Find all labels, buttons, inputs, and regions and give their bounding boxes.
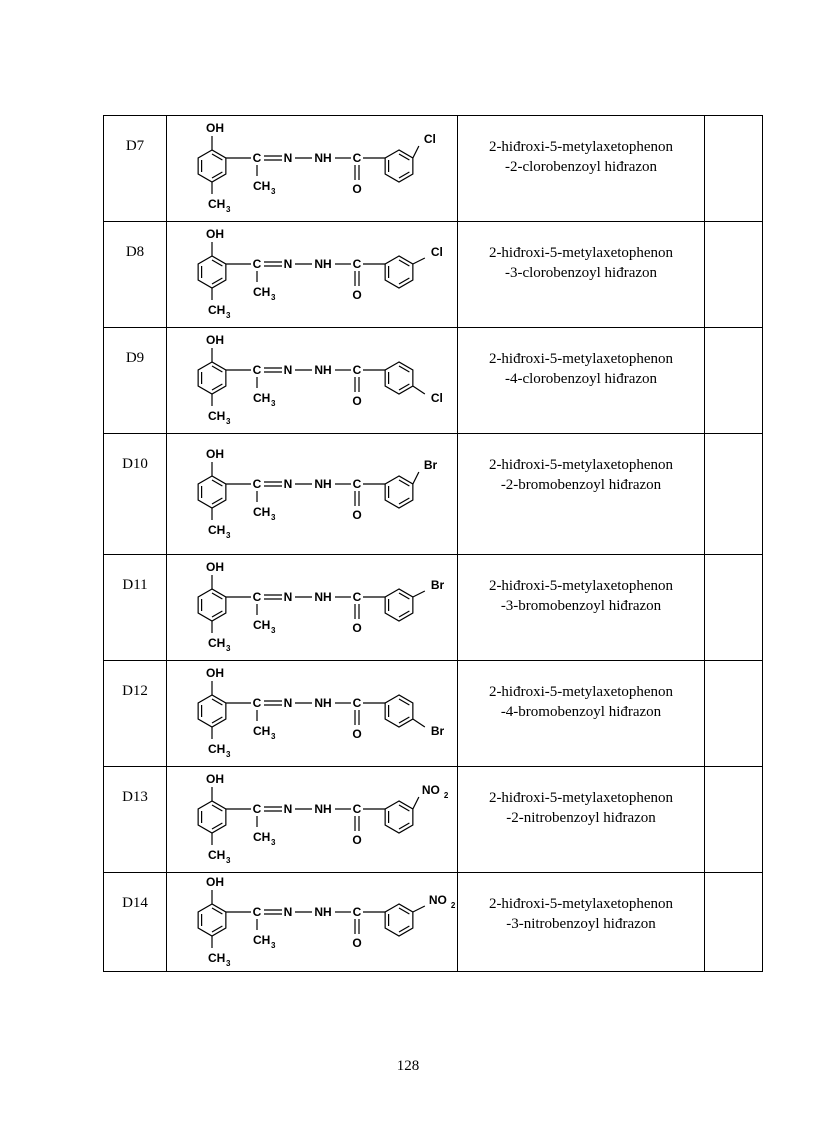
carbonyl-carbon-label: C — [352, 363, 362, 377]
compound-code: D8 — [104, 222, 167, 328]
table-row — [104, 222, 763, 328]
compound-name — [458, 116, 705, 222]
bromo-label: Br — [423, 458, 438, 472]
ring-methyl-label-subscript: 3 — [226, 644, 231, 653]
oxygen-label: O — [352, 727, 362, 741]
carbonyl-carbon-label: C — [352, 590, 362, 604]
compound-name-line2: -2-bromobenzoyl hiđrazon — [500, 477, 662, 493]
compound-code: D9 — [104, 328, 167, 434]
compound-name — [458, 873, 705, 972]
benzoyl-ring — [385, 150, 413, 182]
nitro-subscript: 2 — [450, 901, 456, 910]
chloro-label: Cl — [423, 132, 436, 146]
empty-cell — [705, 328, 763, 434]
nh-label: NH — [314, 590, 332, 604]
table-row — [104, 434, 763, 555]
ring-methyl-label-subscript: 3 — [226, 750, 231, 759]
compound-name-line1: 2-hiđroxi-5-metylaxetophenon — [488, 578, 674, 594]
chain-methyl-label: CH — [253, 933, 271, 947]
compound-name-line2: -3-bromobenzoyl hiđrazon — [500, 598, 662, 614]
ring-methyl-label-subscript: 3 — [226, 856, 231, 865]
compound-table — [103, 115, 763, 972]
compound-name — [458, 222, 705, 328]
phenol-ring — [198, 695, 226, 727]
oh-label: OH — [206, 560, 224, 574]
chain-methyl-label-subscript: 3 — [271, 293, 276, 302]
bromo-label: Br — [430, 724, 445, 738]
chain-methyl-label: CH — [253, 391, 271, 405]
structure-cell — [167, 434, 458, 555]
oxygen-label: O — [352, 288, 362, 302]
compound-code: D7 — [104, 116, 167, 222]
ring-methyl-label: CH — [208, 742, 226, 756]
phenol-ring — [198, 904, 226, 936]
oxygen-label: O — [352, 621, 362, 635]
ring-methyl-label-subscript: 3 — [226, 417, 231, 426]
imine-carbon-label: C — [252, 363, 262, 377]
nh-label: NH — [314, 905, 332, 919]
compound-name — [458, 661, 705, 767]
structure-cell — [167, 116, 458, 222]
nitrogen-label: N — [283, 802, 293, 816]
chain-methyl-label: CH — [253, 179, 271, 193]
chain-methyl-label-subscript: 3 — [271, 941, 276, 950]
oxygen-label: O — [352, 508, 362, 522]
table-row — [104, 328, 763, 434]
nh-label: NH — [314, 477, 332, 491]
oxygen-label: O — [352, 936, 362, 950]
chemical-structure — [167, 555, 457, 659]
oh-label: OH — [206, 875, 224, 889]
nitrogen-label: N — [283, 477, 293, 491]
substituent-bond — [413, 797, 419, 809]
compound-name — [458, 555, 705, 661]
empty-cell — [705, 222, 763, 328]
imine-carbon-label: C — [252, 151, 262, 165]
table-row — [104, 873, 763, 972]
oxygen-label: O — [352, 833, 362, 847]
nitrogen-label: N — [283, 696, 293, 710]
benzoyl-ring — [385, 695, 413, 727]
table-row — [104, 116, 763, 222]
imine-carbon-label: C — [252, 477, 262, 491]
oh-label: OH — [206, 447, 224, 461]
oxygen-label: O — [352, 182, 362, 196]
benzoyl-ring — [385, 589, 413, 621]
ring-methyl-label: CH — [208, 523, 226, 537]
chain-methyl-label: CH — [253, 505, 271, 519]
bromo-label: Br — [430, 578, 445, 592]
nitrogen-label: N — [283, 257, 293, 271]
table-row — [104, 767, 763, 873]
benzoyl-ring — [385, 904, 413, 936]
ring-methyl-label: CH — [208, 951, 226, 965]
phenol-ring — [198, 362, 226, 394]
substituent-bond — [413, 591, 425, 597]
chain-methyl-label: CH — [253, 830, 271, 844]
oh-label: OH — [206, 772, 224, 786]
oh-label: OH — [206, 121, 224, 135]
compound-name-line1: 2-hiđroxi-5-metylaxetophenon — [488, 245, 674, 261]
nitro-label: NO — [421, 783, 440, 797]
benzoyl-ring — [385, 256, 413, 288]
nh-label: NH — [314, 151, 332, 165]
nh-label: NH — [314, 802, 332, 816]
compound-name-line2: -3-clorobenzoyl hiđrazon — [504, 265, 658, 281]
chloro-label: Cl — [430, 391, 443, 405]
chain-methyl-label-subscript: 3 — [271, 513, 276, 522]
nh-label: NH — [314, 257, 332, 271]
chemical-structure — [167, 873, 457, 970]
oxygen-label: O — [352, 394, 362, 408]
compound-name-line2: -4-bromobenzoyl hiđrazon — [500, 704, 662, 720]
compound-name-line2: -2-nitrobenzoyl hiđrazon — [506, 810, 656, 826]
imine-carbon-label: C — [252, 696, 262, 710]
compound-code: D11 — [104, 555, 167, 661]
chemical-structure — [167, 661, 457, 765]
ring-methyl-label: CH — [208, 848, 226, 862]
phenol-ring — [198, 476, 226, 508]
compound-name — [458, 328, 705, 434]
structure-cell — [167, 873, 458, 972]
chemical-structure — [167, 434, 457, 553]
chain-methyl-label-subscript: 3 — [271, 187, 276, 196]
substituent-bond — [413, 906, 425, 912]
carbonyl-carbon-label: C — [352, 802, 362, 816]
compound-name — [458, 434, 705, 555]
structure-cell — [167, 222, 458, 328]
ring-methyl-label-subscript: 3 — [226, 205, 231, 214]
structure-cell — [167, 328, 458, 434]
ring-methyl-label-subscript: 3 — [226, 311, 231, 320]
chain-methyl-label-subscript: 3 — [271, 626, 276, 635]
imine-carbon-label: C — [252, 590, 262, 604]
benzoyl-ring — [385, 801, 413, 833]
compound-name — [458, 767, 705, 873]
compound-code: D14 — [104, 873, 167, 972]
phenol-ring — [198, 589, 226, 621]
imine-carbon-label: C — [252, 905, 262, 919]
oh-label: OH — [206, 666, 224, 680]
substituent-bond — [413, 719, 425, 727]
page-number: 128 — [396, 1058, 420, 1074]
compound-name-line1: 2-hiđroxi-5-metylaxetophenon — [488, 457, 674, 473]
empty-cell — [705, 116, 763, 222]
carbonyl-carbon-label: C — [352, 257, 362, 271]
substituent-bond — [413, 472, 419, 484]
empty-cell — [705, 434, 763, 555]
phenol-ring — [198, 256, 226, 288]
compound-code: D13 — [104, 767, 167, 873]
ring-methyl-label-subscript: 3 — [226, 959, 231, 968]
substituent-bond — [413, 386, 425, 394]
structure-cell — [167, 555, 458, 661]
chain-methyl-label: CH — [253, 618, 271, 632]
carbonyl-carbon-label: C — [352, 477, 362, 491]
chain-methyl-label: CH — [253, 285, 271, 299]
compound-name-line2: -2-clorobenzoyl hiđrazon — [504, 159, 658, 175]
benzoyl-ring — [385, 362, 413, 394]
phenol-ring — [198, 801, 226, 833]
table-row — [104, 555, 763, 661]
phenol-ring — [198, 150, 226, 182]
compound-name-line2: -3-nitrobenzoyl hiđrazon — [506, 916, 656, 932]
nh-label: NH — [314, 363, 332, 377]
substituent-bond — [413, 258, 425, 264]
empty-cell — [705, 767, 763, 873]
compound-name-line1: 2-hiđroxi-5-metylaxetophenon — [488, 684, 674, 700]
ring-methyl-label: CH — [208, 197, 226, 211]
chemical-structure — [167, 767, 457, 871]
ring-methyl-label: CH — [208, 409, 226, 423]
compound-code: D12 — [104, 661, 167, 767]
compound-name-line1: 2-hiđroxi-5-metylaxetophenon — [488, 896, 674, 912]
table-row — [104, 661, 763, 767]
nitrogen-label: N — [283, 151, 293, 165]
ring-methyl-label-subscript: 3 — [226, 531, 231, 540]
imine-carbon-label: C — [252, 257, 262, 271]
empty-cell — [705, 873, 763, 972]
chain-methyl-label-subscript: 3 — [271, 732, 276, 741]
compound-name-line2: -4-clorobenzoyl hiđrazon — [504, 371, 658, 387]
nh-label: NH — [314, 696, 332, 710]
compound-code: D10 — [104, 434, 167, 555]
nitrogen-label: N — [283, 590, 293, 604]
benzoyl-ring — [385, 476, 413, 508]
structure-cell — [167, 661, 458, 767]
oh-label: OH — [206, 227, 224, 241]
substituent-bond — [413, 146, 419, 158]
compound-name-line1: 2-hiđroxi-5-metylaxetophenon — [488, 351, 674, 367]
nitrogen-label: N — [283, 363, 293, 377]
nitrogen-label: N — [283, 905, 293, 919]
chain-methyl-label-subscript: 3 — [271, 399, 276, 408]
carbonyl-carbon-label: C — [352, 151, 362, 165]
structure-cell — [167, 767, 458, 873]
chloro-label: Cl — [430, 245, 443, 259]
chemical-structure — [167, 222, 457, 326]
chemical-structure — [167, 328, 457, 432]
empty-cell — [705, 661, 763, 767]
ring-methyl-label: CH — [208, 303, 226, 317]
imine-carbon-label: C — [252, 802, 262, 816]
carbonyl-carbon-label: C — [352, 696, 362, 710]
compound-name-line1: 2-hiđroxi-5-metylaxetophenon — [488, 139, 674, 155]
chain-methyl-label-subscript: 3 — [271, 838, 276, 847]
oh-label: OH — [206, 333, 224, 347]
chemical-structure — [167, 116, 457, 220]
compound-name-line1: 2-hiđroxi-5-metylaxetophenon — [488, 790, 674, 806]
chain-methyl-label: CH — [253, 724, 271, 738]
nitro-label: NO — [428, 893, 447, 907]
nitro-subscript: 2 — [443, 791, 449, 800]
ring-methyl-label: CH — [208, 636, 226, 650]
empty-cell — [705, 555, 763, 661]
carbonyl-carbon-label: C — [352, 905, 362, 919]
